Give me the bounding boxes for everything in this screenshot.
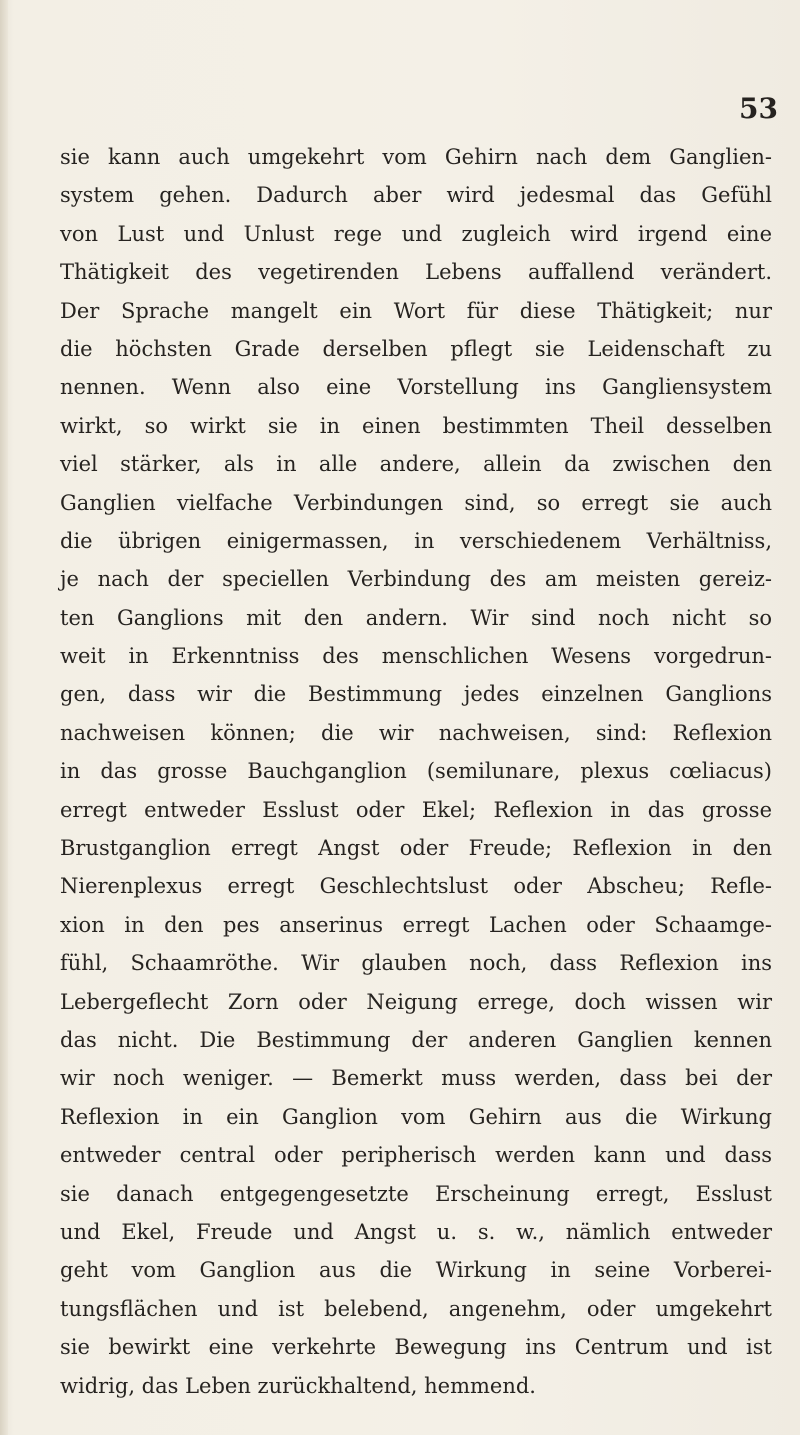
text-line: ten Ganglions mit den andern. Wir sind noch nicht so — [60, 605, 772, 630]
text-line: in das grosse Bauchganglion (semilunare, plexus cœliacus) — [60, 759, 772, 784]
text-line: die höchsten Grade derselben pflegt sie Leidenschaft zu — [60, 336, 772, 361]
text-line: Ganglien vielfache Verbindungen sind, so erregt sie auch — [60, 490, 772, 515]
text-line: fühl, Schaamröthe. Wir glauben noch, dass Reflexion ins — [60, 951, 772, 976]
body-text — [60, 138, 772, 1405]
text-line: und Ekel, Freude und Angst u. s. w., nämlich entweder — [60, 1219, 772, 1244]
text-line: gen, dass wir die Bestimmung jedes einzelnen Ganglions — [60, 682, 772, 707]
text-line: system gehen. Dadurch aber wird jedesmal das Gefühl — [60, 183, 772, 208]
text-line: sie kann auch umgekehrt vom Gehirn nach dem Ganglien- — [60, 145, 772, 169]
text-line: widrig, das Leben zurückhaltend, hemmend. — [60, 1373, 536, 1398]
text-line: Der Sprache mangelt ein Wort für diese Thätigkeit; nur — [60, 298, 772, 323]
text-line: xion in den pes anserinus erregt Lachen oder Schaamge- — [60, 912, 772, 937]
text-line: Thätigkeit des vegetirenden Lebens auffallend verändert. — [60, 260, 772, 285]
text-line: die übrigen einigermassen, in verschiedenem Verhältniss, — [60, 528, 772, 553]
page-number: 53 — [739, 92, 778, 125]
text-line: das nicht. Die Bestimmung der anderen Ganglien kennen — [60, 1027, 772, 1052]
text-line: weit in Erkenntniss des menschlichen Wesens vorgedrun- — [60, 644, 772, 669]
text-line: Nierenplexus erregt Geschlechtslust oder Abscheu; Refle- — [60, 874, 772, 899]
text-line: Lebergeflecht Zorn oder Neigung errege, doch wissen wir — [60, 989, 772, 1014]
text-line: geht vom Ganglion aus die Wirkung in seine Vorberei- — [60, 1258, 772, 1283]
page-binding-edge — [0, 0, 8, 1435]
text-line: entweder central oder peripherisch werden kann und dass — [60, 1143, 772, 1168]
text-line: erregt entweder Esslust oder Ekel; Reflexion in das grosse — [60, 797, 772, 822]
text-line: wirkt, so wirkt sie in einen bestimmten Theil desselben — [60, 413, 772, 438]
text-line: tungsflächen und ist belebend, angenehm, oder umgekehrt — [60, 1296, 772, 1321]
text-line: wir noch weniger. — Bemerkt muss werden, dass bei der — [60, 1066, 772, 1091]
text-line: sie bewirkt eine verkehrte Bewegung ins Centrum und ist — [60, 1335, 772, 1360]
text-line: nachweisen können; die wir nachweisen, sind: Reflexion — [60, 720, 772, 745]
text-line: von Lust und Unlust rege und zugleich wird irgend eine — [60, 221, 772, 246]
text-line: Reflexion in ein Ganglion vom Gehirn aus die Wirkung — [60, 1104, 772, 1129]
text-line: viel stärker, als in alle andere, allein da zwischen den — [60, 452, 772, 477]
text-line: nennen. Wenn also eine Vorstellung ins Gangliensystem — [60, 375, 772, 400]
text-line: sie danach entgegengesetzte Erscheinung erregt, Esslust — [60, 1181, 772, 1206]
text-line: je nach der speciellen Verbindung des am meisten gereiz- — [60, 567, 772, 592]
text-line: Brustganglion erregt Angst oder Freude; Reflexion in den — [60, 836, 772, 861]
